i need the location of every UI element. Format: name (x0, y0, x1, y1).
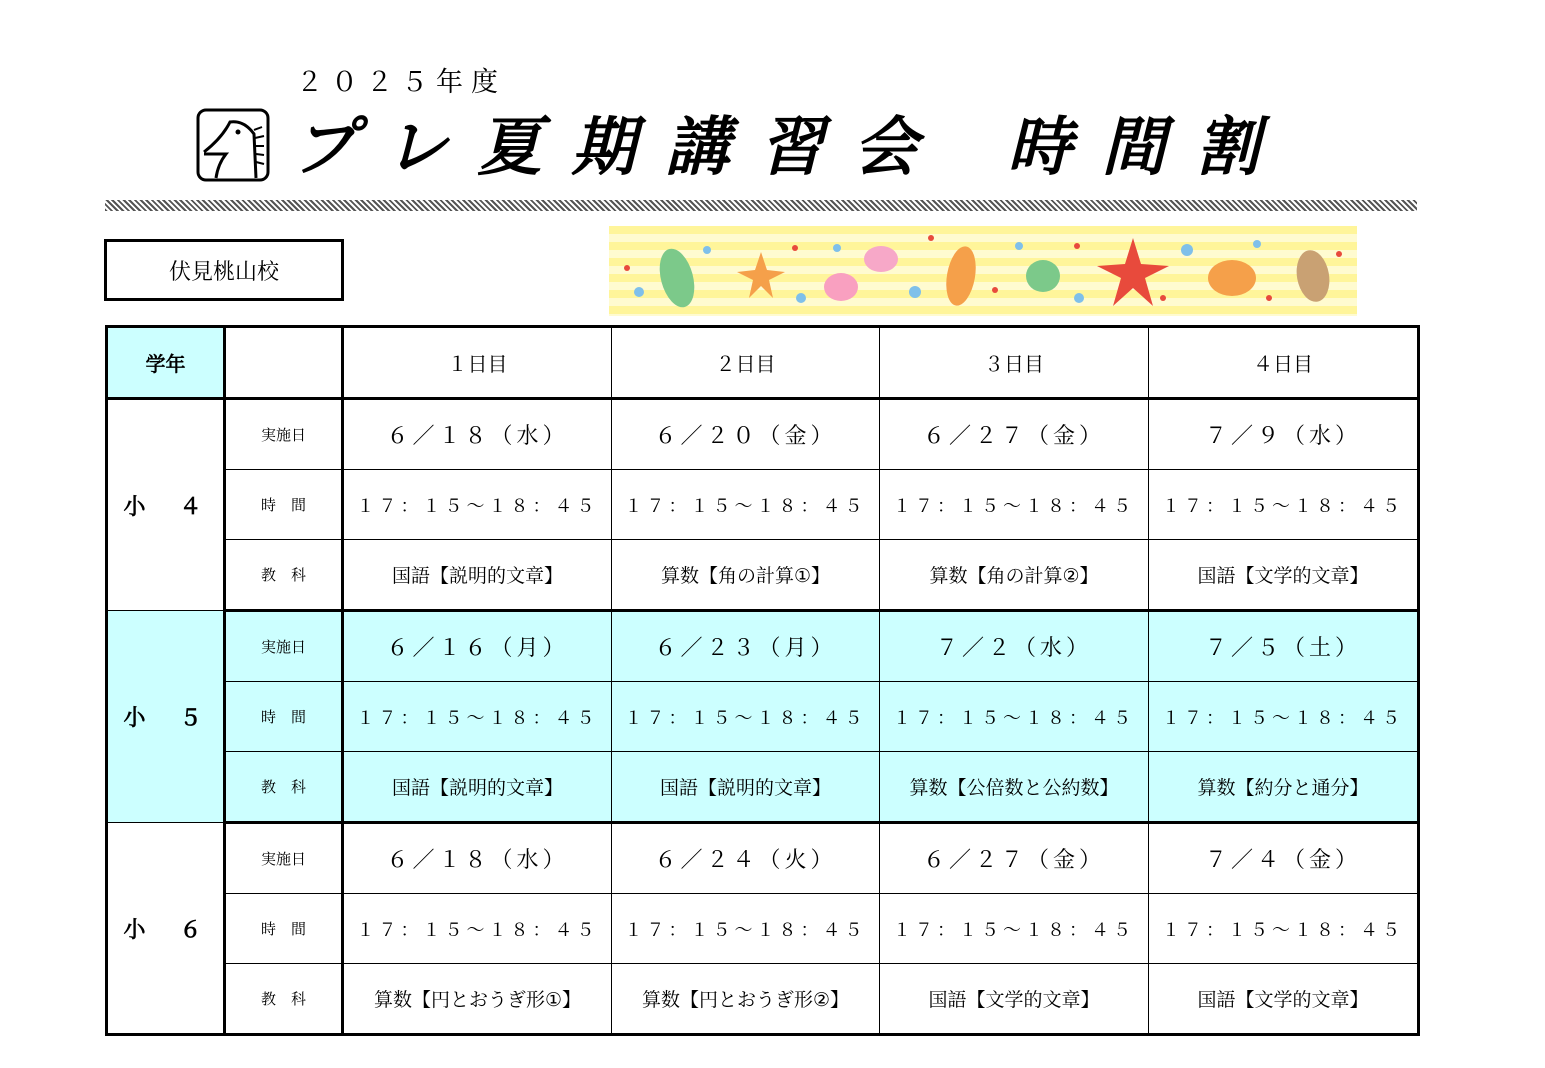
title-main: プレ夏期講習会 (292, 111, 948, 185)
day-header: ２日目 (612, 327, 880, 399)
subject-cell: 国語【文学的文章】 (1149, 540, 1419, 611)
time-cell: １７：１５～１８：４５ (612, 682, 880, 752)
row-label-subject: 教 科 (225, 752, 343, 823)
subject-cell: 国語【文学的文章】 (880, 964, 1149, 1035)
seashell-banner (609, 226, 1357, 316)
time-cell: １７：１５～１８：４５ (343, 682, 612, 752)
time-cell: １７：１５～１８：４５ (612, 470, 880, 540)
row-label-date: 実施日 (225, 823, 343, 894)
date-cell: ６／２４（火） (612, 823, 880, 894)
subject-cell: 算数【約分と通分】 (1149, 752, 1419, 823)
table-header-row (107, 327, 1419, 399)
table-row (107, 964, 1419, 1035)
date-cell: ６／２０（金） (612, 399, 880, 470)
subject-cell: 国語【説明的文章】 (343, 752, 612, 823)
table-row (107, 823, 1419, 894)
time-cell: １７：１５～１８：４５ (1149, 894, 1419, 964)
schedule-table (105, 325, 1420, 1036)
date-cell: ６／２３（月） (612, 611, 880, 682)
table-row (107, 611, 1419, 682)
page-title (292, 108, 1289, 188)
school-name-box (104, 239, 344, 301)
label-header-blank (225, 327, 343, 399)
time-cell: １７：１５～１８：４５ (880, 682, 1149, 752)
grade-label: 小 ６ (107, 823, 225, 1035)
row-label-subject: 教 科 (225, 540, 343, 611)
date-cell: ７／４（金） (1149, 823, 1419, 894)
table-row (107, 470, 1419, 540)
subject-cell: 算数【円とおうぎ形①】 (343, 964, 612, 1035)
row-label-date: 実施日 (225, 611, 343, 682)
day-header: ４日目 (1149, 327, 1419, 399)
date-cell: ６／２７（金） (880, 823, 1149, 894)
row-label-time: 時 間 (225, 470, 343, 540)
subject-cell: 算数【角の計算②】 (880, 540, 1149, 611)
table-row (107, 540, 1419, 611)
row-label-subject: 教 科 (225, 964, 343, 1035)
day-header: ３日目 (880, 327, 1149, 399)
table-row (107, 752, 1419, 823)
date-cell: ６／１８（水） (343, 823, 612, 894)
row-label-time: 時 間 (225, 894, 343, 964)
time-cell: １７：１５～１８：４５ (1149, 682, 1419, 752)
grade-header: 学年 (107, 327, 225, 399)
date-cell: ６／１８（水） (343, 399, 612, 470)
subject-cell: 算数【公倍数と公約数】 (880, 752, 1149, 823)
time-cell: １７：１５～１８：４５ (1149, 470, 1419, 540)
subject-cell: 国語【文学的文章】 (1149, 964, 1419, 1035)
date-cell: ７／９（水） (1149, 399, 1419, 470)
time-cell: １７：１５～１８：４５ (612, 894, 880, 964)
table-row (107, 399, 1419, 470)
table-row (107, 682, 1419, 752)
date-cell: ７／５（土） (1149, 611, 1419, 682)
subject-cell: 算数【円とおうぎ形②】 (612, 964, 880, 1035)
subject-cell: 国語【説明的文章】 (612, 752, 880, 823)
time-cell: １７：１５～１８：４５ (343, 470, 612, 540)
date-cell: ７／２（水） (880, 611, 1149, 682)
time-cell: １７：１５～１８：４５ (880, 894, 1149, 964)
row-label-date: 実施日 (225, 399, 343, 470)
title-sub: 時間割 (1007, 111, 1290, 185)
date-cell: ６／１６（月） (343, 611, 612, 682)
table-row (107, 894, 1419, 964)
time-cell: １７：１５～１８：４５ (343, 894, 612, 964)
time-cell: １７：１５～１８：４５ (880, 470, 1149, 540)
title-divider (105, 200, 1417, 211)
grade-label: 小 ４ (107, 399, 225, 611)
horse-logo-icon (196, 108, 270, 182)
row-label-time: 時 間 (225, 682, 343, 752)
grade-label: 小 ５ (107, 611, 225, 823)
date-cell: ６／２７（金） (880, 399, 1149, 470)
school-name: 伏見桃山校 (168, 259, 279, 285)
subject-cell: 国語【説明的文章】 (343, 540, 612, 611)
day-header: １日目 (343, 327, 612, 399)
school-year: ２０２５年度 (296, 67, 506, 98)
subject-cell: 算数【角の計算①】 (612, 540, 880, 611)
